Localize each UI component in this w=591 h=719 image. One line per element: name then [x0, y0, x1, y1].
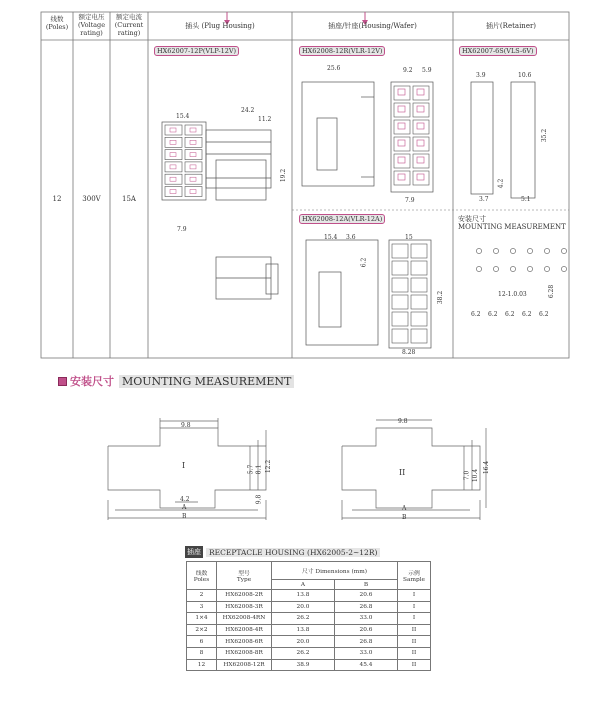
table-cell: I: [398, 601, 431, 613]
table-cell: 33.0: [335, 613, 398, 625]
housing-dim-1: 25.6: [327, 65, 341, 72]
table-cell: II: [398, 624, 431, 636]
left-dim-3: 8.1: [255, 464, 263, 475]
table-cell: I: [398, 590, 431, 602]
retainer-part-label: HX62007-6S(VLS-6V): [459, 46, 537, 56]
th-type: 型号 Type: [217, 562, 272, 590]
table-cell: HX62008-4RN: [217, 613, 272, 625]
table-cell: 45.4: [335, 659, 398, 671]
header-housing: 插座/针座(Housing/Wafer): [328, 22, 417, 30]
th-b: B: [335, 580, 398, 590]
left-dim-5: 4.2: [180, 496, 190, 503]
table-cell: I: [398, 613, 431, 625]
header-current: 额定电流 (Current rating): [114, 13, 144, 37]
receptacle-title: [185, 546, 380, 558]
table-cell: 13.8: [272, 624, 335, 636]
th-sample: 示例 Sample: [398, 562, 431, 590]
table-cell: 20.0: [272, 601, 335, 613]
housing2-dim-1: 15.4: [324, 234, 338, 241]
table-cell: 6: [187, 636, 217, 648]
housing-part-label: HX62008-12R(VLR-12V): [299, 46, 385, 56]
left-dim-b: B: [182, 513, 187, 520]
table-row: [187, 636, 431, 648]
retainer-dim-5: 3.7: [479, 196, 489, 203]
row-poles: 12: [52, 195, 62, 203]
left-dim-2: 5.7: [247, 464, 255, 475]
right-dim-a: A: [402, 505, 407, 512]
mounting-small-cn: 安装尺寸: [458, 215, 486, 223]
plug-dim-5: 7.9: [177, 226, 187, 233]
table-cell: II: [398, 636, 431, 648]
table-cell: 12: [187, 659, 217, 671]
receptacle-title-text: RECEPTACLE HOUSING (HX62005-2~12R): [206, 548, 380, 557]
table-cell: 20.0: [272, 636, 335, 648]
table-cell: 38.9: [272, 659, 335, 671]
housing2-dim-4: 6.2: [360, 257, 368, 268]
plug-part-label: HX62007-12P(VLP-12V): [154, 46, 239, 56]
retainer-dim-1: 3.9: [476, 72, 486, 79]
table-row: [187, 601, 431, 613]
right-dim-4: 16.4: [483, 460, 491, 475]
table-cell: 33.0: [335, 647, 398, 659]
row-voltage: 300V: [82, 195, 101, 203]
table-cell: 26.8: [335, 601, 398, 613]
header-plug: 插头 (Plug Housing): [185, 22, 255, 30]
mount-dim-7: 6.2: [539, 311, 549, 318]
right-dim-1: 9.8: [398, 418, 408, 425]
table-cell: HX62008-4R: [217, 624, 272, 636]
mount-dim-5: 6.2: [505, 311, 515, 318]
plug-dim-1: 15.4: [176, 113, 190, 120]
left-dim-1: 9.8: [181, 422, 191, 429]
table-cell: II: [398, 659, 431, 671]
left-dim-a: A: [182, 504, 187, 511]
row-current: 15A: [122, 195, 136, 203]
plug-dim-4: 19.2: [280, 168, 288, 183]
section-title-en: MOUNTING MEASUREMENT: [119, 375, 294, 388]
table-cell: 13.8: [272, 590, 335, 602]
table-cell: 26.8: [335, 636, 398, 648]
housing2-part-label: HX62008-12A(VLR-12A): [299, 214, 385, 224]
header-voltage: 额定电压 (Voltage rating): [77, 13, 106, 37]
housing-dim-4: 7.9: [405, 197, 415, 204]
receptacle-badge: 插座: [187, 548, 201, 556]
table-cell: 20.6: [335, 590, 398, 602]
housing2-dim-2: 3.6: [346, 234, 356, 241]
mounting-small-en: MOUNTING MEASUREMENT: [458, 223, 566, 231]
table-cell: HX62008-2R: [217, 590, 272, 602]
housing2-dim-5: 38.2: [437, 290, 445, 305]
mount-dim-6: 6.2: [522, 311, 532, 318]
housing-dim-2: 9.2: [403, 67, 413, 74]
table-cell: HX62008-12R: [217, 659, 272, 671]
left-dim-6: 9.8: [255, 494, 263, 505]
mount-dim-1: 12-1.0.03: [498, 291, 527, 298]
header-retainer: 插片(Retainer): [485, 22, 537, 30]
header-poles: 线数 (Poles): [45, 15, 69, 31]
table-cell: 3: [187, 601, 217, 613]
left-dim-4: 12.2: [265, 459, 273, 474]
table-cell: 2×2: [187, 624, 217, 636]
table-cell: 26.2: [272, 647, 335, 659]
receptacle-table: [186, 561, 431, 671]
right-dim-2: 7.0: [463, 470, 471, 481]
retainer-dim-4: 4.2: [497, 178, 505, 189]
table-row: [187, 590, 431, 602]
th-poles: 线数 Poles: [187, 562, 217, 590]
table-row: [187, 647, 431, 659]
housing-dim-3: 5.9: [422, 67, 432, 74]
table-cell: 1×4: [187, 613, 217, 625]
table-cell: 26.2: [272, 613, 335, 625]
housing2-dim-6: 8.28: [402, 349, 416, 356]
table-cell: 8: [187, 647, 217, 659]
th-a: A: [272, 580, 335, 590]
retainer-dim-2: 10.6: [518, 72, 532, 79]
right-dim-3: 10.4: [472, 468, 480, 483]
th-dims: 尺寸 Dimensions (mm): [272, 562, 398, 580]
table-row: [187, 613, 431, 625]
table-cell: 20.6: [335, 624, 398, 636]
table-cell: II: [398, 647, 431, 659]
plug-dim-2: 24.2: [241, 107, 255, 114]
section-title-cn: 安装尺寸: [70, 375, 114, 388]
retainer-dim-6: 5.1: [521, 196, 531, 203]
table-row: [187, 659, 431, 671]
table-cell: HX62008-8R: [217, 647, 272, 659]
table-row: [187, 624, 431, 636]
plug-dim-3: 11.2: [258, 116, 272, 123]
table-cell: HX62008-6R: [217, 636, 272, 648]
housing2-dim-3: 15: [405, 234, 413, 241]
mount-dim-3: 6.2: [471, 311, 481, 318]
right-roman: II: [399, 468, 406, 477]
retainer-dim-3: 35.2: [541, 128, 549, 143]
right-dim-b: B: [402, 514, 407, 521]
table-cell: HX62008-3R: [217, 601, 272, 613]
left-roman: I: [182, 461, 186, 470]
mount-dim-4: 6.2: [488, 311, 498, 318]
mount-dim-2: 6.28: [548, 284, 556, 299]
table-cell: 2: [187, 590, 217, 602]
